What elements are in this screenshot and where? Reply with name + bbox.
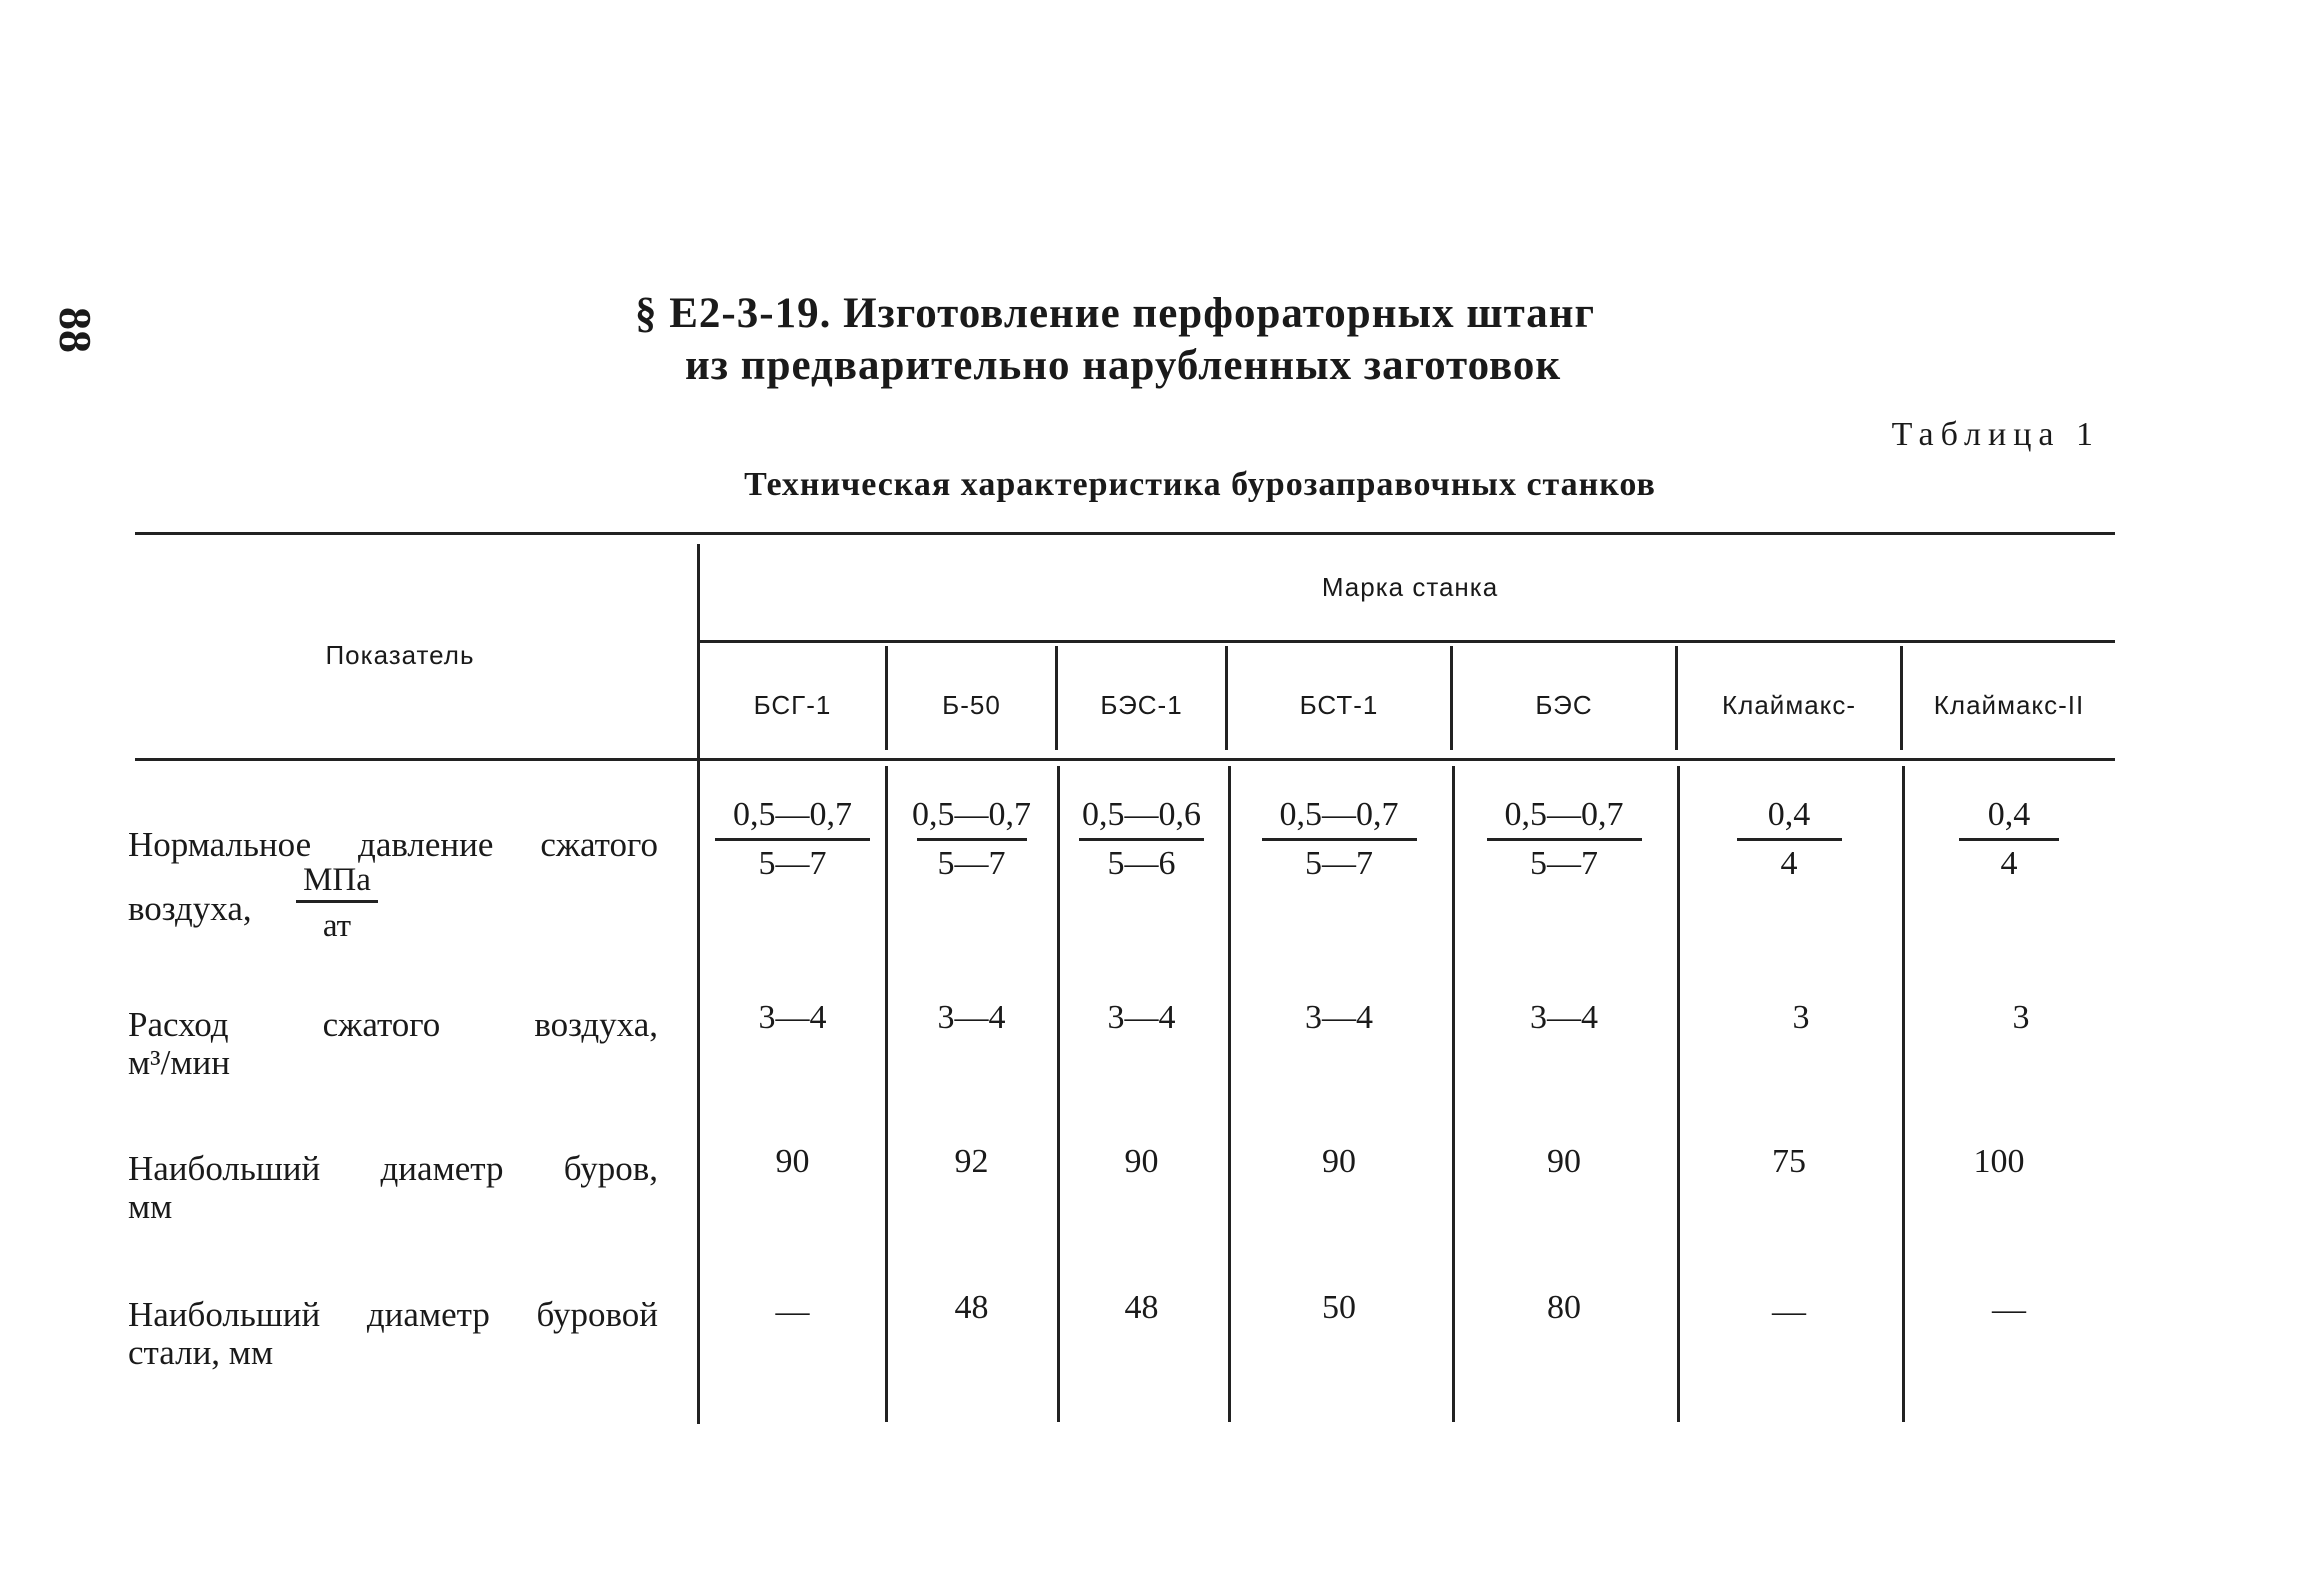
table-cell: 90 [1547,1143,1581,1180]
row-label-pressure [128,826,658,864]
table-cell: 3—4 [937,999,1006,1036]
table-cell: — [775,1293,810,1330]
table-number-label: Таблица 1 [1891,416,2100,453]
header-bottom-rule [135,758,2115,761]
pressure-value-cell [700,792,885,887]
table-cell: 92 [954,1143,989,1180]
machine-brand-group-header: Марка станка [1321,572,1499,602]
value-at: 4 [1780,845,1798,882]
column-header: Клаймакс- [1722,690,1856,720]
table-cell: 75 [1772,1143,1806,1180]
value-mpa: 0,4 [1767,796,1811,833]
table-cell: 3—4 [1305,999,1373,1036]
column-header: БЭС-1 [1100,690,1183,720]
section-title-line2: из предварительно нарубленных заготовок [685,342,1562,389]
unit-numerator: МПа [303,862,371,898]
unit-denominator: ат [322,908,352,944]
row-label-max-drill-steel-diameter [128,1296,658,1372]
value-at: 4 [2000,845,2018,882]
row-label-rest: м³/мин [128,1043,230,1082]
table-cell: — [1992,1291,2026,1328]
section-title [635,288,1755,392]
value-mpa: 0,4 [1987,796,2031,833]
table-cell: — [1772,1293,1806,1330]
column-header: Клаймакс-II [1933,690,2085,720]
table-cell: 100 [1973,1143,2025,1180]
table-cell: 90 [775,1143,810,1180]
value-at: 5—6 [1107,845,1176,882]
indicator-column-header: Показатель [325,640,475,670]
table-cell: 90 [1322,1143,1356,1180]
pressure-value-cell [1228,792,1450,887]
table-cell: 90 [1124,1143,1159,1180]
group-header-rule [700,640,2115,643]
row-label-main: Наибольший диаметр буровой [128,1295,658,1334]
value-mpa: 0,5—0,7 [1504,796,1624,833]
value-at: 5—7 [758,845,827,882]
table-caption: Техническая характеристика бурозаправочных станков [744,466,1656,503]
pressure-unit-fraction [296,860,378,949]
table-cell: 80 [1547,1289,1581,1326]
table-cell: 50 [1322,1289,1356,1326]
pressure-value-cell [888,792,1055,887]
table-cell: 3 [2012,999,2030,1036]
table-cell: 3—4 [1107,999,1176,1036]
value-mpa: 0,5—0,7 [1279,796,1399,833]
pressure-value-cell [1903,792,2115,887]
table-cell: 48 [1124,1289,1159,1326]
row-label-pressure-rest: воздуха, [128,889,252,928]
page-number: 88 [50,307,101,353]
table-cell: 3 [1792,999,1810,1036]
row-label-main: Нормальное давление сжатого [128,825,658,864]
value-at: 5—7 [1305,845,1373,882]
row-label-air-consumption [128,1006,658,1082]
table-top-rule [135,532,2115,535]
value-mpa: 0,5—0,7 [733,796,852,833]
value-at: 5—7 [1530,845,1598,882]
column-header: БСТ-1 [1299,690,1379,720]
value-at: 5—7 [937,845,1006,882]
column-header: БЭС [1535,690,1593,720]
row-label-rest: мм [128,1187,173,1226]
pressure-value-cell [1678,792,1900,887]
column-header: БСГ-1 [753,690,832,720]
row-label-main: Расход сжатого воздуха, [128,1005,658,1044]
table-cell: 48 [954,1289,989,1326]
section-title-line1: § Е2-3-19. Изготовление перфораторных штанг [635,290,1596,337]
pressure-value-cell [1058,792,1225,887]
table-cell: 3—4 [758,999,827,1036]
column-header: Б-50 [942,690,1001,720]
row-label-max-drill-diameter [128,1150,658,1226]
pressure-value-cell [1453,792,1675,887]
row-label-rest: стали, мм [128,1333,274,1372]
value-mpa: 0,5—0,6 [1082,796,1201,833]
table-cell: 3—4 [1530,999,1598,1036]
value-mpa: 0,5—0,7 [912,796,1031,833]
row-label-main: Наибольший диаметр буров, [128,1149,658,1188]
